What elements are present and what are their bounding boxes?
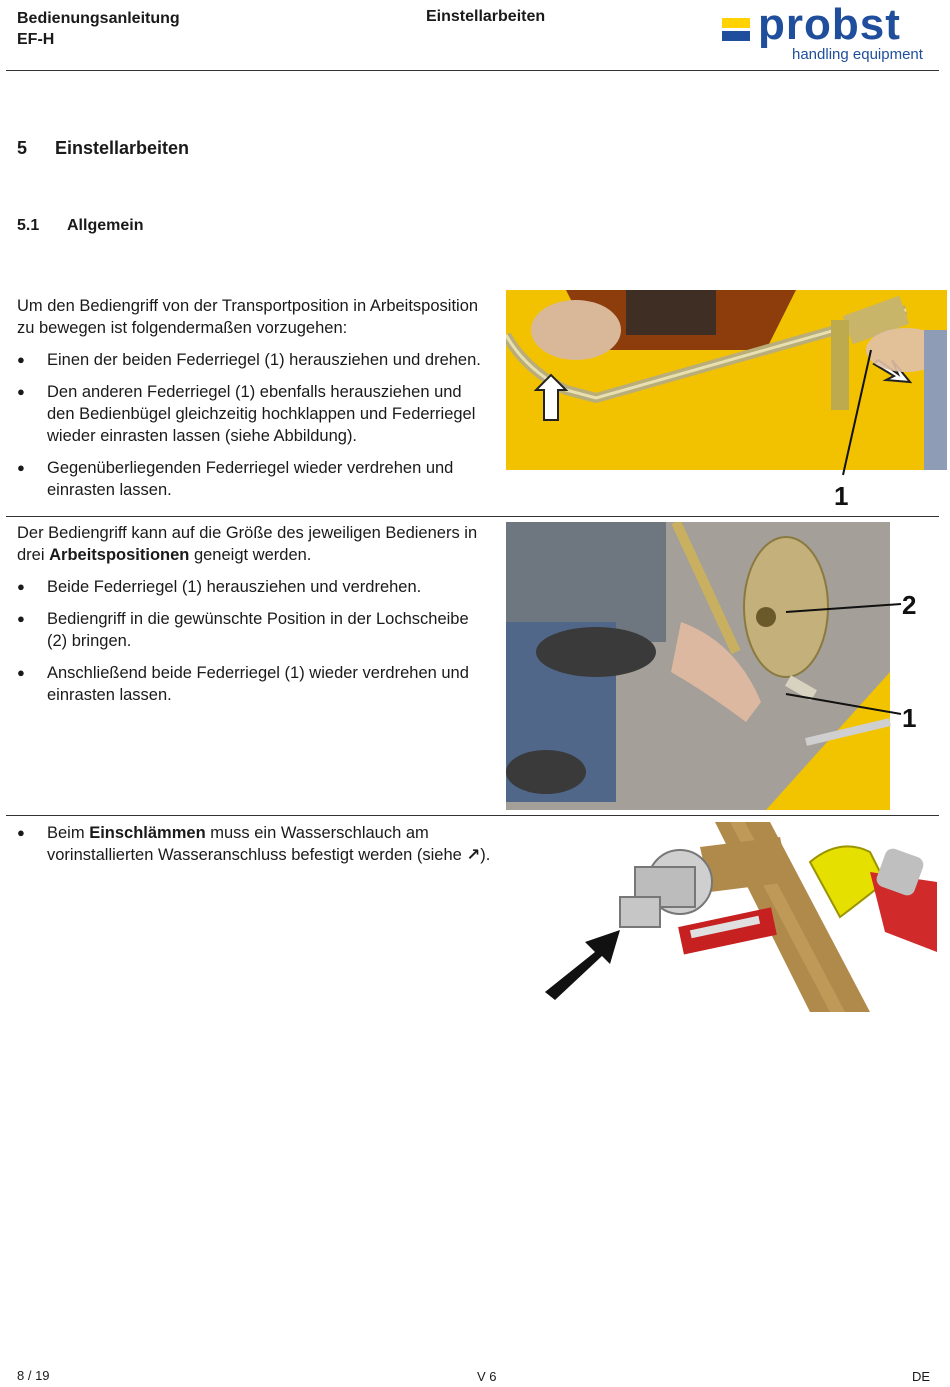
- figure-handle-transport-position: [506, 290, 947, 512]
- block2-text: [17, 522, 492, 706]
- language-label: DE: [912, 1369, 931, 1384]
- bullet-icon: ●: [17, 665, 25, 680]
- section-divider: [6, 516, 939, 517]
- list-item: ● Bediengriff in die gewünschte Position in der Lochscheibe (2) bringen.: [17, 610, 469, 650]
- bullet-icon: ●: [17, 611, 25, 626]
- block3-text: [17, 812, 492, 866]
- header-doc-info: [17, 8, 180, 50]
- chapter-heading: [17, 138, 189, 159]
- version-label: V 6: [477, 1369, 497, 1384]
- chapter-title: Einstellarbeiten: [55, 138, 190, 158]
- list-item: ● Einen der beiden Federriegel (1) herausziehen und drehen.: [17, 351, 481, 369]
- callout-label-1: 1: [902, 703, 917, 733]
- callout-label-1: 1: [834, 481, 849, 511]
- probst-logo: [722, 0, 934, 68]
- doc-title: Bedienungsanleitung: [17, 10, 180, 27]
- figure-water-connection: [540, 822, 937, 1012]
- block1-intro: Um den Bediengriff von der Transportposition in Arbeitsposition zu bewegen ist folgendermaßen vorzugehen:: [17, 297, 479, 337]
- doc-model: EF-H: [17, 31, 55, 48]
- arrow-up-right-icon: ↗: [466, 846, 481, 864]
- chapter-number: 5: [17, 138, 28, 158]
- block2-intro: Der Bediengriff kann auf die Größe des jeweiligen Bedieners in drei Arbeitspositionen geneigt werden.: [17, 524, 478, 564]
- list-item: ● Beim Einschlämmen muss ein Wasserschlauch am vorinstallierten Wasseranschluss befestigt werden (siehe ↗).: [17, 824, 491, 864]
- page-number: 8 / 19: [17, 1368, 50, 1383]
- bullet-icon: ●: [17, 460, 25, 475]
- bullet-icon: ●: [17, 384, 25, 399]
- list-item: ● Den anderen Federriegel (1) ebenfalls herausziehen und den Bedienbügel gleichzeitig hochklappen und Federriegel wieder einrasten lassen (siehe Abbildung).: [17, 383, 476, 445]
- logo-tagline: handling equipment: [792, 46, 923, 63]
- figure-handle-positions: [506, 522, 947, 810]
- logo-word: probst: [758, 0, 901, 49]
- header-section-title: Einstellarbeiten: [426, 8, 546, 25]
- subchapter-heading: [17, 217, 143, 235]
- logo-bars-icon: [722, 18, 750, 44]
- subchapter-number: 5.1: [17, 217, 40, 234]
- header-divider: [6, 70, 939, 71]
- block1-text: [17, 295, 492, 501]
- list-item: ● Gegenüberliegenden Federriegel wieder verdrehen und einrasten lassen.: [17, 459, 454, 499]
- bullet-icon: ●: [17, 579, 25, 594]
- bullet-icon: ●: [17, 825, 25, 840]
- list-item: ● Beide Federriegel (1) herausziehen und verdrehen.: [17, 578, 422, 596]
- bullet-icon: ●: [17, 352, 25, 367]
- subchapter-title: Allgemein: [67, 217, 144, 234]
- callout-label-2: 2: [902, 590, 917, 620]
- list-item: ● Anschließend beide Federriegel (1) wieder verdrehen und einrasten lassen.: [17, 664, 469, 704]
